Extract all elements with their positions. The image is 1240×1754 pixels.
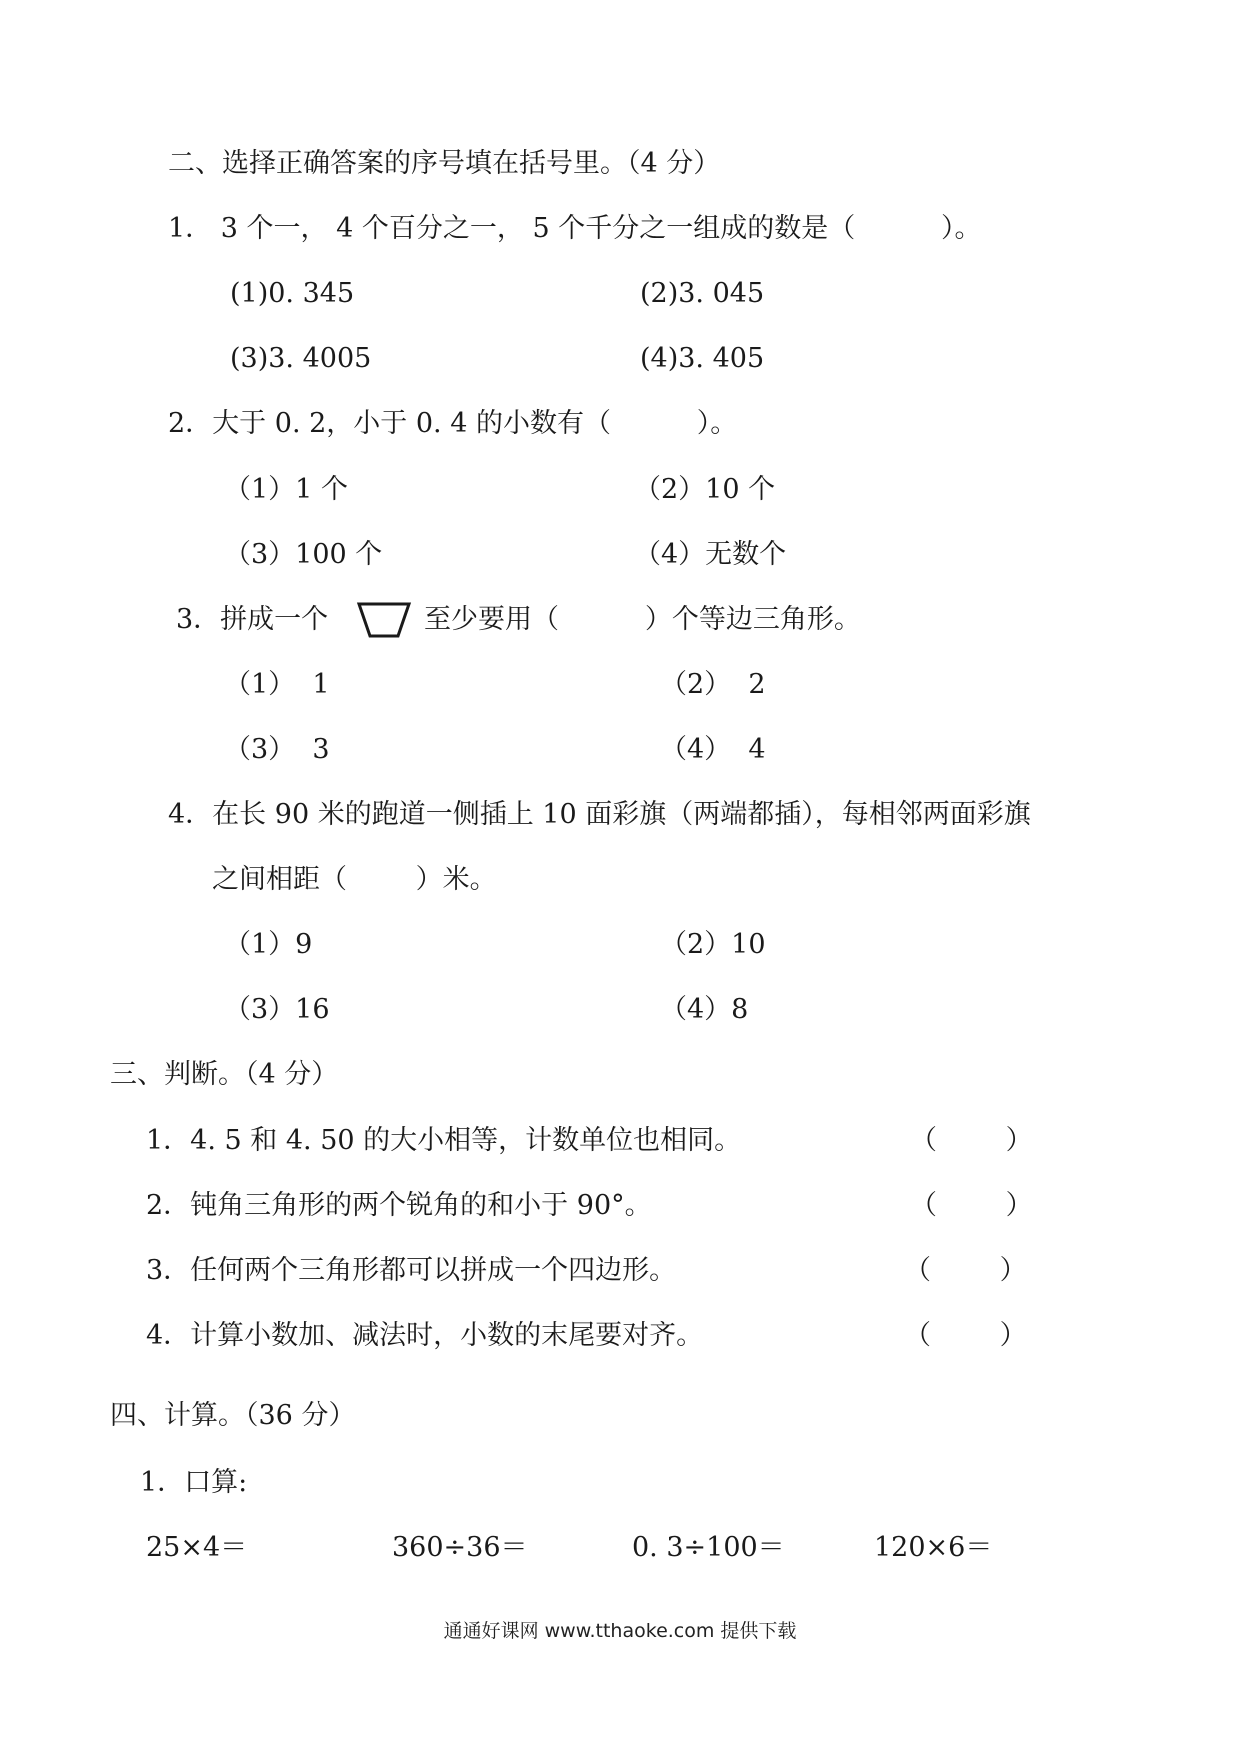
q2-stem: 2．大于 0. 2，小于 0. 4 的小数有（ ）。 [168, 408, 738, 439]
calc-item-2: 360÷36＝ [392, 1532, 528, 1563]
judge-blank-2[interactable]: （ ） [910, 1190, 1033, 1221]
q4-option-4: （4）8 [660, 994, 749, 1025]
q4-stem-line2: 之间相距（ ）米。 [212, 864, 497, 895]
q2-option-1: （1）1 个 [224, 474, 348, 505]
q1-option-4: (4)3. 405 [640, 343, 765, 374]
calc-item-3: 0. 3÷100＝ [632, 1532, 785, 1563]
judge-blank-1[interactable]: （ ） [910, 1125, 1033, 1156]
q1-option-3: (3)3. 4005 [230, 343, 372, 374]
q3-option-3: （3） 3 [224, 734, 330, 765]
trapezoid-icon [356, 601, 412, 639]
section4-title: 四、计算。（36 分） [110, 1400, 356, 1431]
q4-option-3: （3）16 [224, 994, 330, 1025]
section4-sub1: 1．口算: [140, 1467, 248, 1498]
q1-option-1: (1)0. 345 [230, 278, 355, 309]
q3-stem-before: 3．拼成一个 [176, 604, 329, 635]
q4-option-2: （2）10 [660, 929, 766, 960]
calc-item-4: 120×6＝ [874, 1532, 993, 1563]
judge-item-3: 3．任何两个三角形都可以拼成一个四边形。 [146, 1255, 677, 1286]
judge-blank-3[interactable]: （ ） [904, 1255, 1027, 1286]
judge-item-2: 2．钝角三角形的两个锐角的和小于 90°。 [146, 1190, 652, 1221]
q4-option-1: （1）9 [224, 929, 313, 960]
judge-item-4: 4．计算小数加、减法时，小数的末尾要对齐。 [146, 1320, 704, 1351]
judge-item-1: 1．4. 5 和 4. 50 的大小相等，计数单位也相同。 [146, 1125, 742, 1156]
q3-option-4: （4） 4 [660, 734, 766, 765]
section3-title: 三、判断。（4 分） [110, 1059, 339, 1090]
footer-text: 通通好课网 www.tthaoke.com 提供下载 [443, 1620, 797, 1642]
section2-title: 二、选择正确答案的序号填在括号里。（4 分） [168, 148, 721, 179]
q2-option-2: （2）10 个 [634, 474, 776, 505]
calc-item-1: 25×4＝ [146, 1532, 248, 1563]
q3-option-1: （1） 1 [224, 669, 330, 700]
q4-stem-line1: 4．在长 90 米的跑道一侧插上 10 面彩旗（两端都插），每相邻两面彩旗 [168, 799, 1031, 830]
q2-option-3: （3）100 个 [224, 539, 383, 570]
q3-option-2: （2） 2 [660, 669, 766, 700]
q1-option-2: (2)3. 045 [640, 278, 765, 309]
judge-blank-4[interactable]: （ ） [904, 1320, 1027, 1351]
q1-stem: 1． 3 个一， 4 个百分之一， 5 个千分之一组成的数是（ ）。 [168, 213, 982, 244]
q2-option-4: （4）无数个 [634, 539, 787, 570]
q3-stem-after: 至少要用（ ）个等边三角形。 [424, 604, 861, 635]
